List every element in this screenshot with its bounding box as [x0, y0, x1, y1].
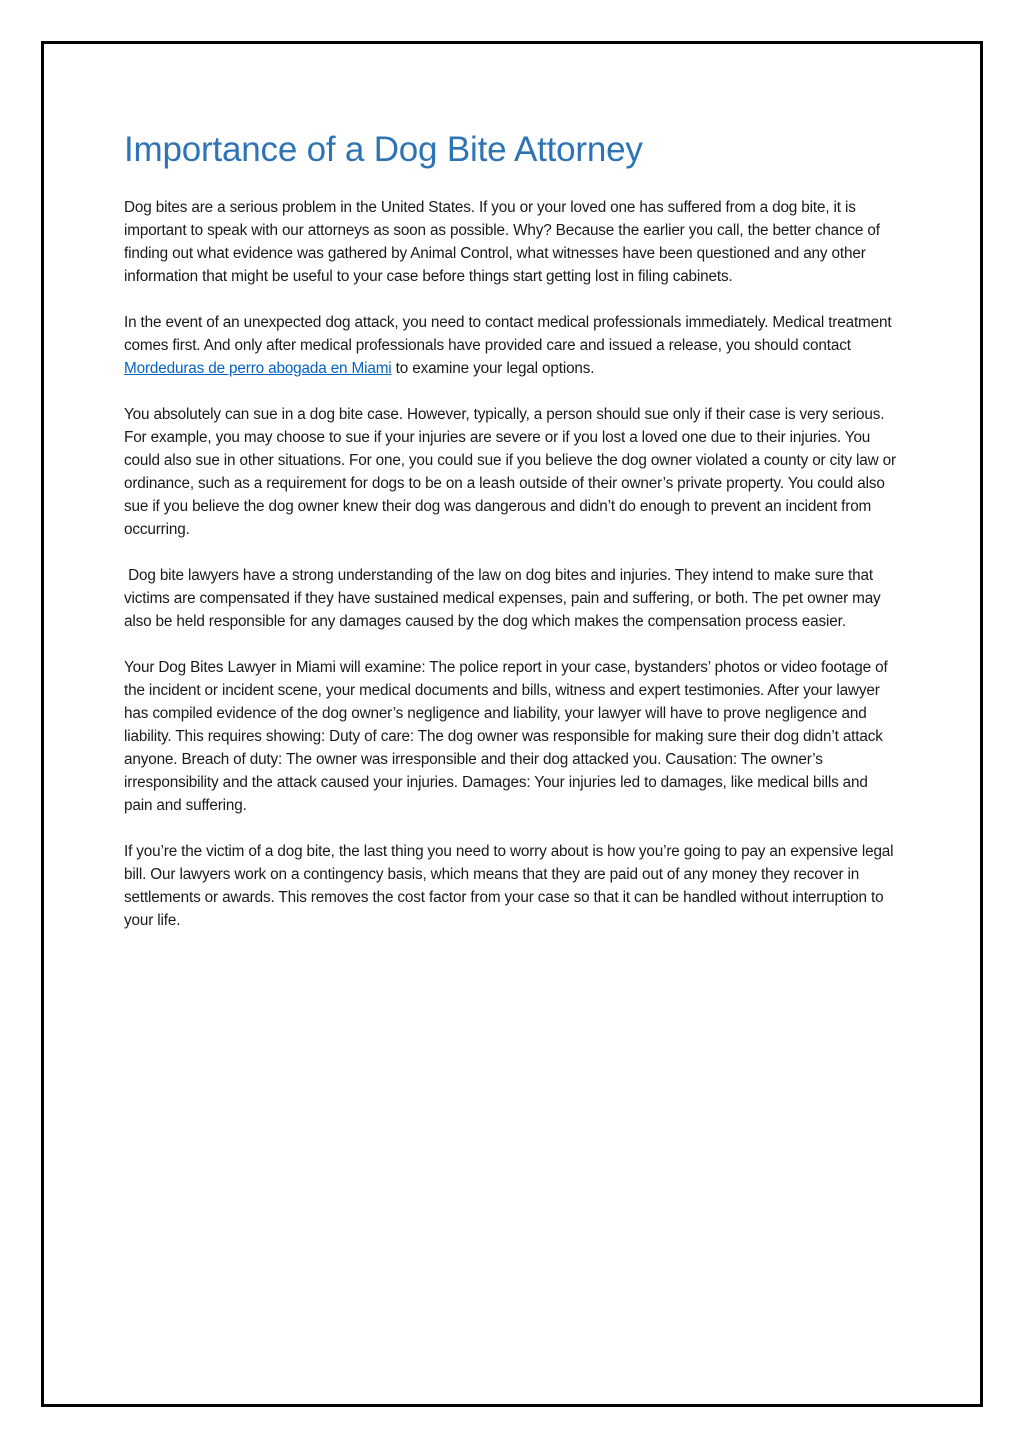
paragraph-medical-treatment — [124, 311, 899, 380]
document-title: Importance of a Dog Bite Attorney — [124, 130, 643, 169]
mordeduras-link[interactable]: Mordeduras de perro abogada en Miami — [124, 360, 392, 377]
paragraph-lawyers-understanding: Dog bite lawyers have a strong understanding of the law on dog bites and injuries. They intend to make sure that victims are compensated if they have sustained medical expenses, pain and suffering, or both. The pet owner may also be held responsible for any damages caused by the dog which makes the compensation process easier. — [124, 567, 885, 630]
paragraph-lawyer-examines: Your Dog Bites Lawyer in Miami will examine: The police report in your case, bystanders’ photos or video footage of the incident or incident scene, your medical documents and bills, witness and expert testimonies. After your lawyer has compiled evidence of the dog owner’s negligence and liability, your lawyer will have to prove negligence and liability. This requires showing: Duty of care: The dog owner was responsible for making sure their dog didn’t attack anyone. Breach of duty: The owner was irresponsible and their dog attacked you. Causation: The owner’s irresponsibility and the attack caused your injuries. Damages: Your injuries led to damages, like medical bills and pain and suffering. — [124, 659, 888, 814]
paragraph-text-after-link: to examine your legal options. — [391, 360, 595, 377]
paragraph-intro: Dog bites are a serious problem in the United States. If you or your loved one has suffered from a dog bite, it is important to speak with our attorneys as soon as possible. Why? Because the earlier you call, the better chance of finding out what evidence was gathered by Animal Control, what witnesses have been questioned and any other information that might be useful to your case before things start getting lost in filing cabinets. — [124, 199, 880, 285]
document-body — [124, 126, 899, 955]
paragraph-contingency: If you’re the victim of a dog bite, the last thing you need to worry about is how you’re going to pay an expensive legal bill. Our lawyers work on a contingency basis, which means that they are paid out of any money they recover in settlements or awards. This removes the cost factor from your case so that it can be handled without interruption to your life. — [124, 843, 894, 929]
paragraph-text-before-link: In the event of an unexpected dog attack, you need to contact medical professionals immediately. Medical treatment comes first. And only after medical professionals have provided care and issued a release, you should contact — [124, 314, 892, 354]
paragraph-suing: You absolutely can sue in a dog bite case. However, typically, a person should sue only if their case is very serious. For example, you may choose to sue if your injuries are severe or if you lost a loved one due to their injuries. You could also sue in other situations. For one, you could sue if you believe the dog owner violated a county or city law or ordinance, such as a requirement for dogs to be on a leash outside of their owner’s private property. You could also sue if you believe the dog owner knew their dog was dangerous and didn’t do enough to prevent an incident from occurring. — [124, 406, 896, 538]
